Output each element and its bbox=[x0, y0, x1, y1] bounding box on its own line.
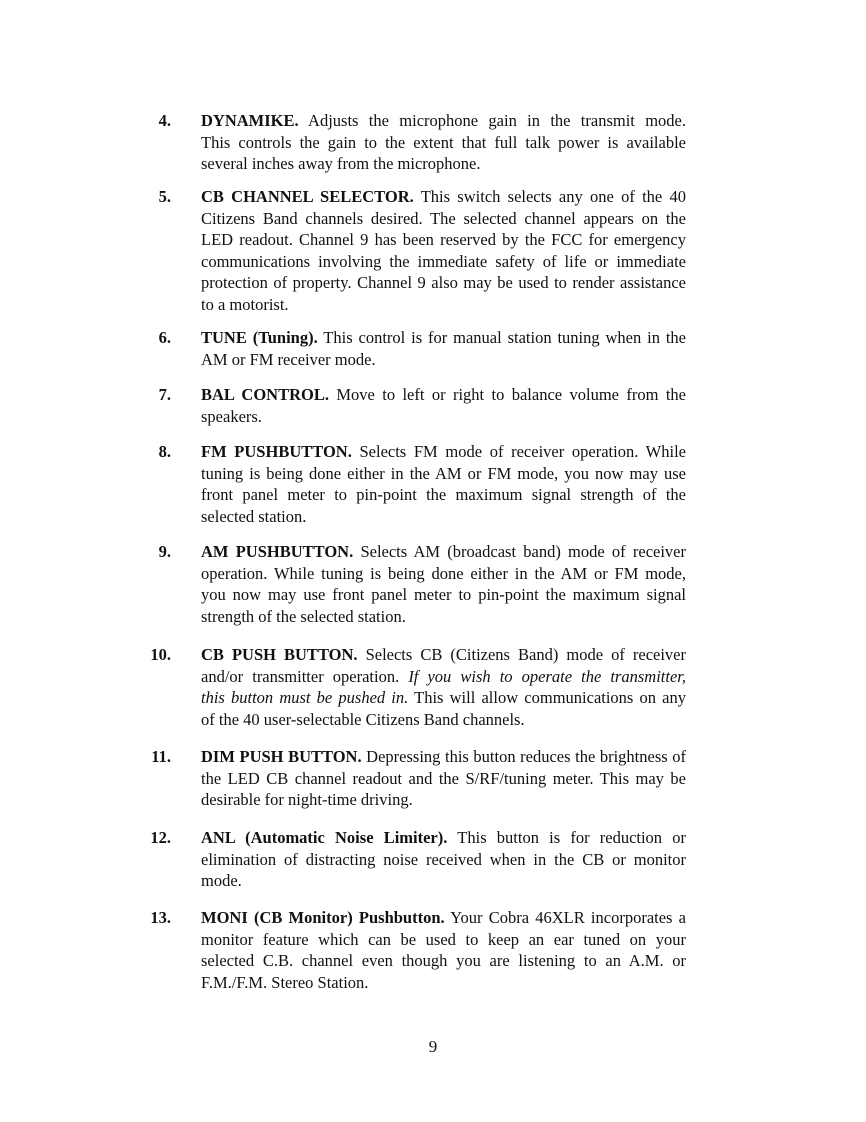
item-fm-pushbutton: 8. FM PUSHBUTTON. Selects FM mode of receiver operation. While tuning is being done either in the AM or FM mode, you now may use front panel meter to pin-point the maximum signal strength of the selected station. bbox=[158, 442, 686, 526]
item-heading: AM PUSHBUTTON. bbox=[201, 542, 354, 561]
item-heading: CB PUSH BUTTON. bbox=[201, 645, 358, 664]
item-number: 4. bbox=[158, 111, 171, 130]
item-dim-push-button: 11. DIM PUSH BUTTON. Depressing this button reduces the brightness of the LED CB channel readout and the S/RF/tuning meter. This may be desirable for night-time driving. bbox=[151, 747, 686, 809]
page-number: 9 bbox=[428, 1037, 438, 1056]
item-heading: FM PUSHBUTTON. bbox=[201, 442, 352, 461]
item-heading: DYNAMIKE. bbox=[201, 111, 299, 130]
item-number: 10. bbox=[150, 645, 171, 664]
item-dynamike: 4. DYNAMIKE. Adjusts the microphone gain in the transmit mode. This controls the gain to the extent that full talk power is available several inches away from the microphone. bbox=[158, 111, 686, 173]
item-heading: ANL (Automatic Noise Limiter). bbox=[201, 828, 448, 847]
item-number: 9. bbox=[158, 542, 171, 561]
item-heading: BAL CONTROL. bbox=[201, 385, 329, 404]
item-number: 8. bbox=[158, 442, 171, 461]
item-bal-control: 7. BAL CONTROL. Move to left or right to balance volume from the speakers. bbox=[158, 385, 686, 426]
item-number: 13. bbox=[150, 908, 171, 927]
item-heading: CB CHANNEL SELECTOR. bbox=[201, 187, 414, 206]
item-heading: MONI (CB Monitor) Pushbutton. bbox=[201, 908, 445, 927]
item-number: 5. bbox=[158, 187, 171, 206]
item-number: 7. bbox=[158, 385, 171, 404]
item-heading: DIM PUSH BUTTON. bbox=[201, 747, 362, 766]
item-anl: 12. ANL (Automatic Noise Limiter). This button is for reduction or elimination of distracting noise received when in the CB or monitor mode. bbox=[150, 828, 686, 890]
item-moni: 13. MONI (CB Monitor) Pushbutton. Your Cobra 46XLR incorporates a monitor feature which can be used to keep an ear tuned on your selected C.B. channel even though you are listening to an A.M. or F.M./F.M. Stereo Station. bbox=[150, 908, 686, 992]
item-number: 12. bbox=[150, 828, 171, 847]
item-cb-push-button: 10. CB PUSH BUTTON. Selects CB (Citizens Band) mode of receiver and/or transmitter operation. If you wish to operate the transmitter, this button must be pushed in. This will allow communications on any of the 40 user-selectable Citizens Band channels. bbox=[150, 645, 687, 729]
item-cb-channel-selector: 5. CB CHANNEL SELECTOR. This switch selects any one of the 40 Citizens Band channels desired. The selected channel appears on the LED readout. Channel 9 has been reserved by the FCC for emergency communications involving the immediate safety of life or immediate protection of property. Channel 9 also may be used to render assistance to a motorist. bbox=[158, 187, 686, 314]
item-heading: TUNE (Tuning). bbox=[201, 328, 318, 347]
item-am-pushbutton: 9. AM PUSHBUTTON. Selects AM (broadcast band) mode of receiver operation. While tuning is being done either in the AM or FM mode, you now may use front panel meter to pin-point the maximum signal strength of the selected station. bbox=[158, 542, 686, 626]
item-tune: 6. TUNE (Tuning). This control is for manual station tuning when in the AM or FM receiver mode. bbox=[158, 328, 687, 369]
item-number: 6. bbox=[158, 328, 171, 347]
item-number: 11. bbox=[151, 747, 171, 766]
